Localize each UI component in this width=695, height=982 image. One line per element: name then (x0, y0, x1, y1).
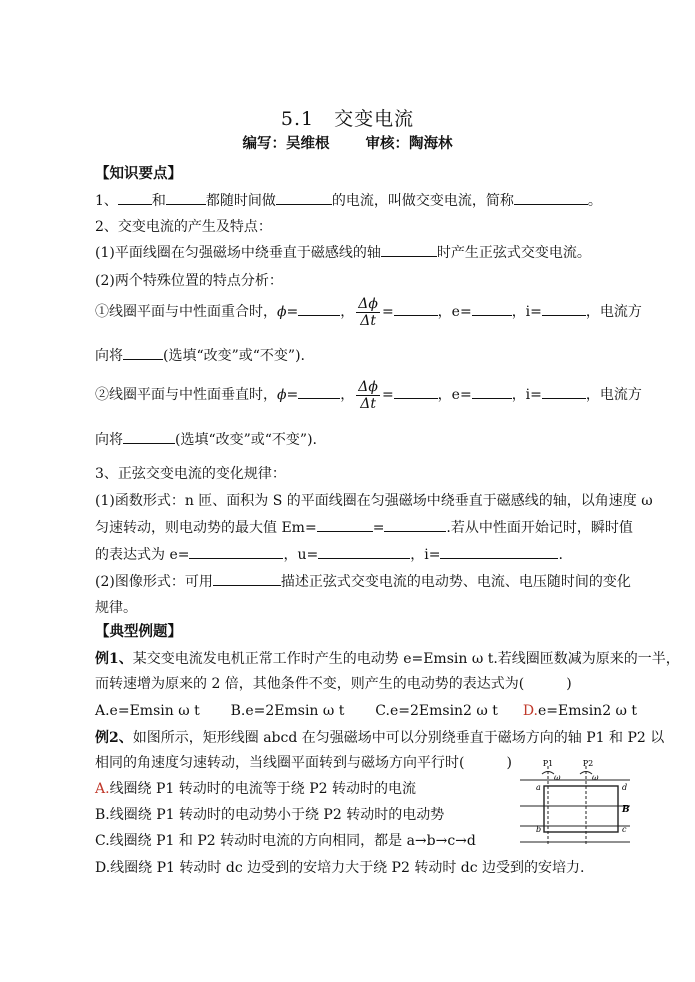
example-2-option-d: D.线圈绕 P1 转动时 dc 边受到的安培力大于绕 P2 转动时 dc 边受到的安培力. (95, 860, 585, 876)
option-c: C.e=2Emsin2 ω t (375, 703, 498, 719)
reviewer: 审核：陶海林 (365, 135, 453, 152)
example-2-option-c: C.线圈绕 P1 和 P2 转动时电流的方向相同，都是 a→b→c→d (95, 833, 476, 849)
coil-diagram (520, 760, 642, 848)
example-2-option-b: B.线圈绕 P1 转动时的电动势小于绕 P2 转动时的电动势 (95, 807, 445, 823)
knowledge-item-3-4: (2)图像形式：可用 描述正弦式交变电流的电动势、电流、电压随时间的变化 (95, 574, 631, 590)
knowledge-item-3-1: (1)函数形式：n 匝、面积为 S 的平面线圈在匀强磁场中绕垂直于磁感线的轴，以角速度 ω (95, 493, 653, 509)
authors-line (0, 132, 695, 153)
example-1-line-1: 例1、某交变电流发电机正常工作时产生的电动势 e=Emsin ω t.若线圈匝数减为原来的一半， (95, 651, 680, 667)
omega-label-2: ω (592, 773, 599, 782)
example-2-line-1: 例2、如图所示，矩形线圈 abcd 在匀强磁场中可以分别绕垂直于磁场方向的轴 P1 和 P2 以 (95, 730, 665, 746)
page-title: 5.1 交变电流 (280, 108, 415, 130)
corner-d: d (622, 783, 628, 792)
example-2-option-a: A.线圈绕 P1 转动时的电流等于绕 P2 转动时的电流 (95, 781, 417, 797)
corner-b: b (536, 825, 542, 834)
option-d-letter: D. (522, 703, 538, 719)
option-a: A.e=Emsin ω t (95, 703, 200, 719)
field-label-b: B (622, 805, 630, 815)
flux-rate-fraction: $\frac{\Delta\phi}{\Delta t}$ (358, 378, 378, 412)
writer: 编写：吴维根 (242, 135, 330, 152)
knowledge-item-2: 2、交变电流的产生及特点： (95, 219, 272, 235)
corner-a: a (536, 783, 541, 792)
position-1-line: ①线圈平面与中性面重合时，ϕ= ， $\frac{\Delta\phi}{\Delta t}$ = ，e= ，i= ，电流方 (95, 295, 642, 329)
option-d: e=Emsin2 ω t (538, 703, 638, 719)
example-2-line-2: 相同的角速度匀速转动，当线圈平面转到与磁场方向平行时( ) (95, 755, 512, 771)
example-1-options (95, 701, 637, 721)
knowledge-header: 【知识要点】 (95, 165, 182, 182)
omega-label-1: ω (554, 773, 561, 782)
axis-label-p1: P1 (542, 760, 554, 768)
knowledge-item-2-1: (1)平面线圈在匀强磁场中绕垂直于磁感线的轴 时产生正弦式交变电流。 (95, 245, 591, 261)
knowledge-item-3: 3、正弦交变电流的变化规律： (95, 466, 286, 482)
examples-header: 【典型例题】 (95, 623, 182, 640)
knowledge-item-3-3: 的表达式为 e= ，u= ，i= . (95, 547, 563, 563)
example-1-line-2: 而转速增为原来的 2 倍，其他条件不变，则产生的电动势的表达式为( ) (95, 676, 572, 692)
position-2-direction: 向将 (选填“改变”或“不变”). (95, 432, 318, 448)
knowledge-item-1: 1、 和 都随时间做 的电流，叫做交变电流，简称 。 (95, 193, 602, 209)
option-b: B.e=2Emsin ω t (230, 703, 345, 719)
position-1-direction: 向将 (选填“改变”或“不变”). (95, 348, 306, 364)
knowledge-item-3-2: 匀速转动，则电动势的最大值 Em= = .若从中性面开始记时，瞬时值 (95, 520, 633, 536)
knowledge-item-3-5: 规律。 (95, 600, 137, 616)
flux-rate-fraction: $\frac{\Delta\phi}{\Delta t}$ (358, 295, 378, 329)
knowledge-item-2-2: (2)两个特殊位置的特点分析： (95, 273, 283, 289)
axis-label-p2: P2 (582, 760, 594, 768)
position-2-line: ②线圈平面与中性面垂直时，ϕ= ， $\frac{\Delta\phi}{\Delta t}$ = ，e= ，i= ，电流方 (95, 378, 642, 412)
corner-c: c (622, 825, 627, 834)
